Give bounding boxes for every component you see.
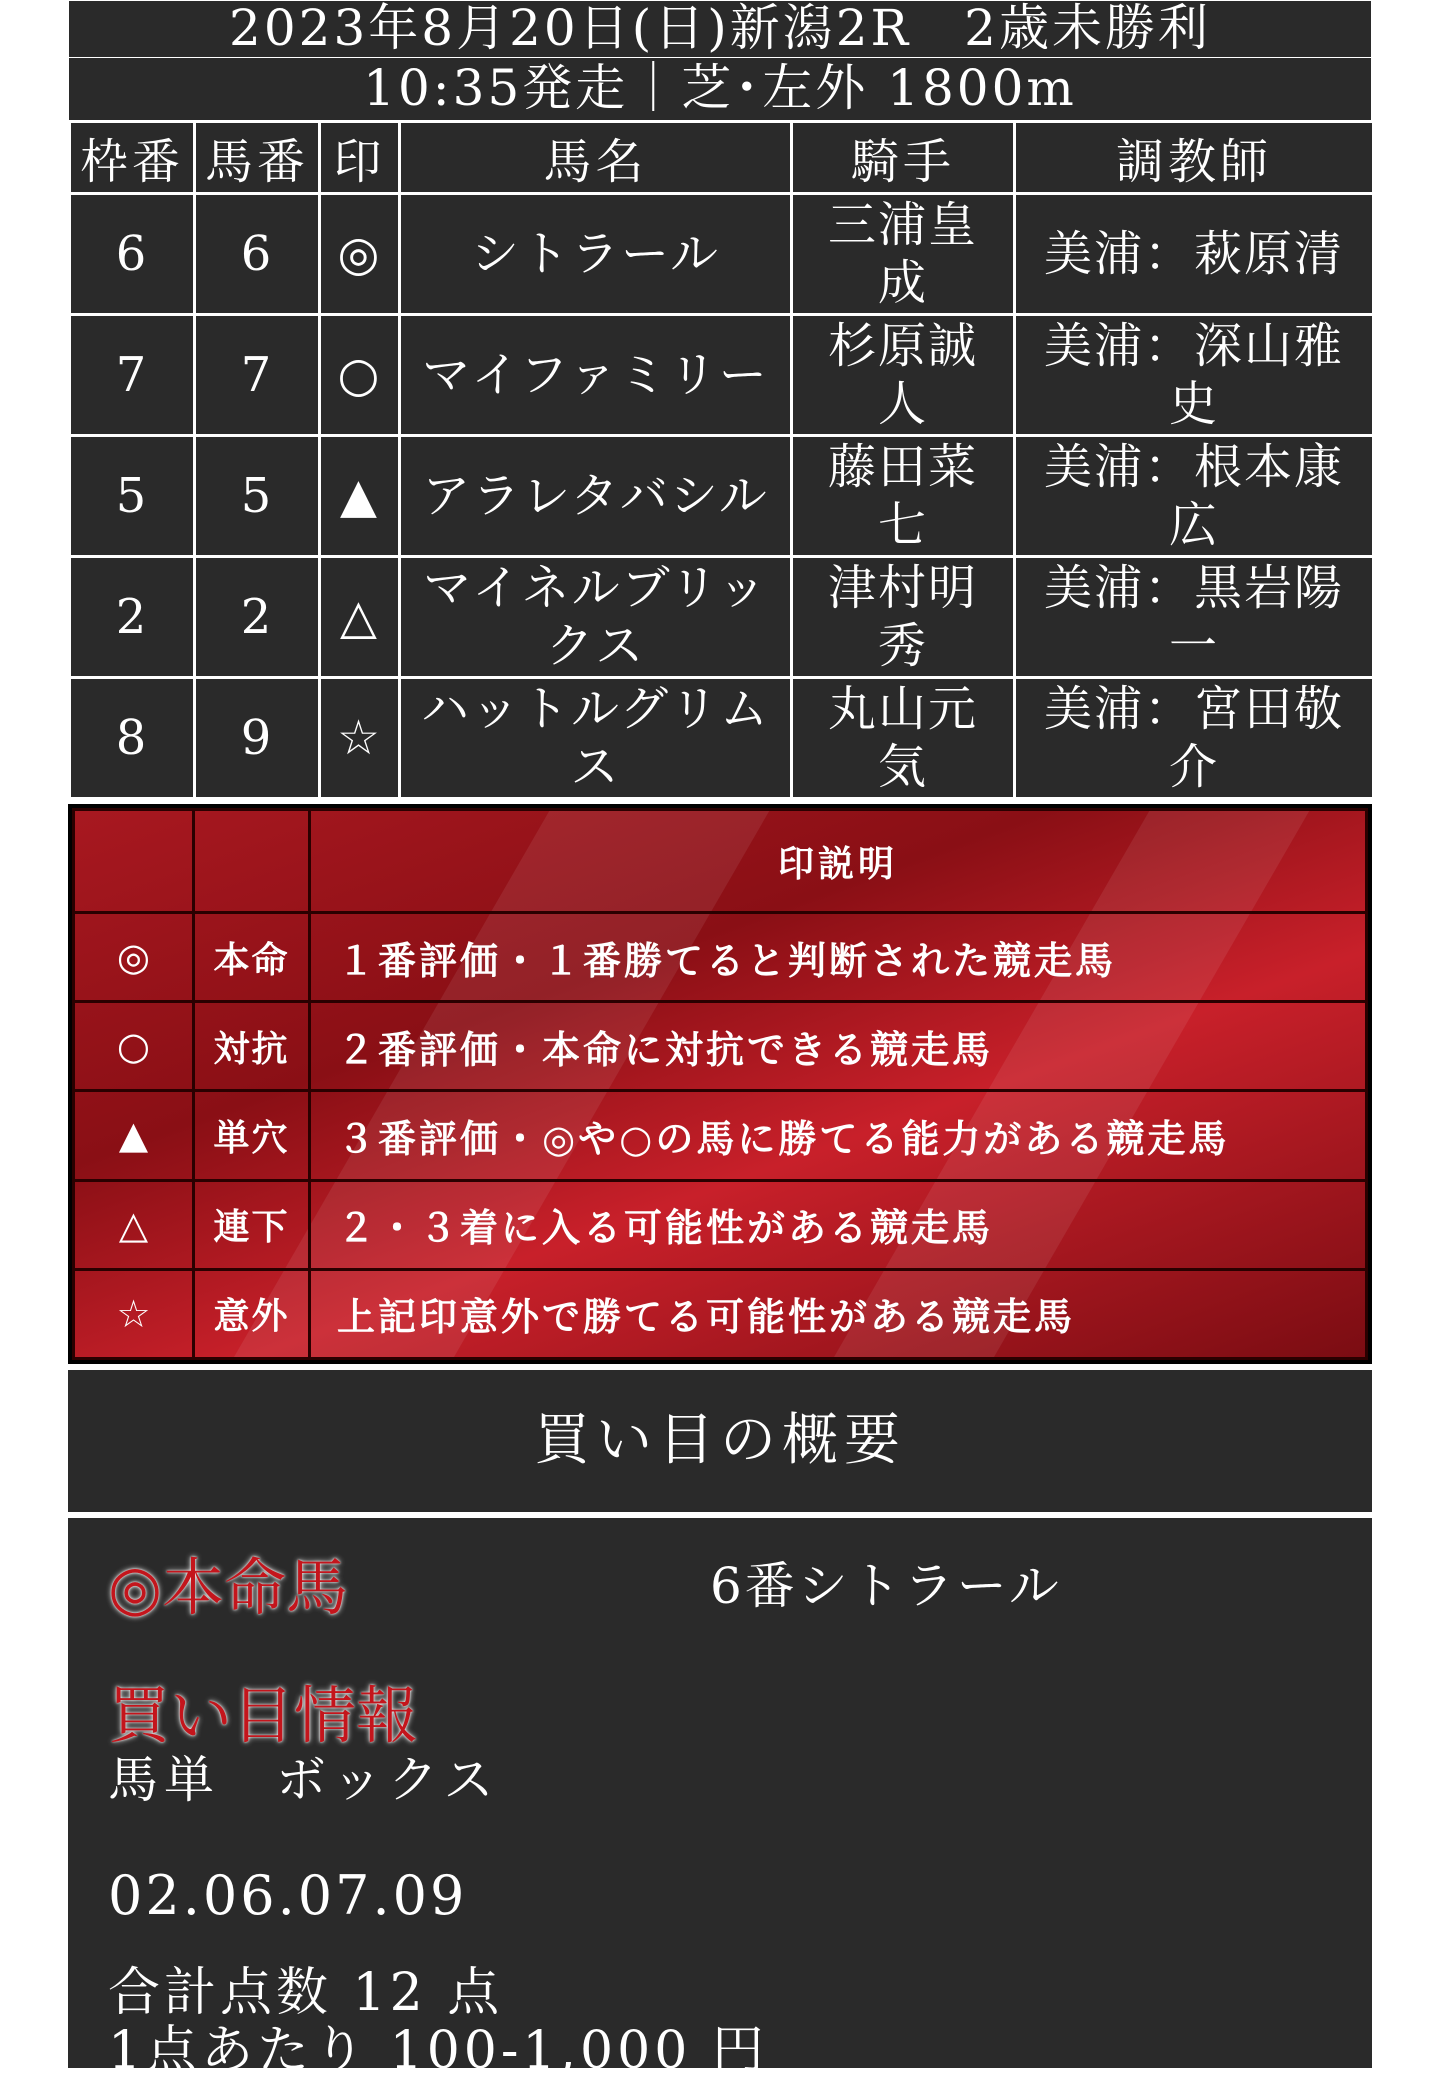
honmei-value: 6番シトラール — [710, 1557, 1062, 1615]
mark: ◎ — [320, 194, 400, 315]
legend-row — [74, 1002, 1367, 1091]
legend-desc: ３番評価・◎や○の馬に勝てる能力がある競走馬 — [310, 1091, 1367, 1180]
legend-mark: ▲ — [74, 1091, 194, 1180]
table-row — [70, 436, 1374, 557]
horse-name: マイネルブリックス — [400, 557, 792, 678]
legend-row — [74, 1180, 1367, 1269]
trainer: 美浦：宮田敬介 — [1015, 678, 1374, 799]
legend-name: 意外 — [194, 1269, 310, 1358]
legend-row — [74, 1269, 1367, 1358]
header-mark: 印 — [320, 122, 400, 194]
horse-name: ハットルグリムス — [400, 678, 792, 799]
legend-name: 連下 — [194, 1180, 310, 1269]
prediction-table — [68, 120, 1375, 800]
waku-number: 6 — [70, 194, 195, 315]
mark: ☆ — [320, 678, 400, 799]
jockey: 藤田菜七 — [792, 436, 1015, 557]
legend-mark: △ — [74, 1180, 194, 1269]
table-row — [70, 557, 1374, 678]
summary-heading: 買い目の概要 — [68, 1370, 1372, 1515]
header-waku: 枠番 — [70, 122, 195, 194]
legend-title: 印説明 — [310, 810, 1367, 913]
trainer: 美浦：根本康広 — [1015, 436, 1374, 557]
legend-desc: 上記印意外で勝てる可能性がある競走馬 — [310, 1269, 1367, 1358]
bet-detail — [68, 1518, 1372, 2081]
horse-number: 5 — [195, 436, 320, 557]
table-row — [70, 194, 1374, 315]
horse-number: 2 — [195, 557, 320, 678]
legend-name: 本命 — [194, 913, 310, 1002]
trainer: 美浦：黒岩陽一 — [1015, 557, 1374, 678]
horse-number: 6 — [195, 194, 320, 315]
race-subtitle: 10:35発走｜芝･左外 1800m — [68, 57, 1372, 121]
mark: ○ — [320, 315, 400, 436]
bet-type: 馬単 ボックス — [108, 1751, 500, 1809]
jockey: 丸山元気 — [792, 678, 1015, 799]
waku-number: 7 — [70, 315, 195, 436]
jockey: 杉原誠人 — [792, 315, 1015, 436]
waku-number: 8 — [70, 678, 195, 799]
bet-numbers: 02.06.07.09 — [108, 1864, 468, 1927]
legend-mark: ☆ — [74, 1269, 194, 1358]
horse-number: 7 — [195, 315, 320, 436]
legend-row — [74, 1091, 1367, 1180]
horse-name: シトラール — [400, 194, 792, 315]
bet-info-label: 買い目情報 — [108, 1679, 419, 1752]
legend-row — [74, 913, 1367, 1002]
mark: △ — [320, 557, 400, 678]
header-uma: 馬番 — [195, 122, 320, 194]
legend-mark: ○ — [74, 1002, 194, 1091]
race-card — [68, 0, 1372, 2081]
header-jockey: 騎手 — [792, 122, 1015, 194]
horse-number: 9 — [195, 678, 320, 799]
mark: ▲ — [320, 436, 400, 557]
header-horse-name: 馬名 — [400, 122, 792, 194]
table-header — [70, 122, 1374, 194]
table-row — [70, 315, 1374, 436]
waku-number: 5 — [70, 436, 195, 557]
race-title: 2023年8月20日(日)新潟2R 2歳未勝利 — [68, 0, 1372, 58]
mark-legend — [68, 804, 1372, 1364]
bet-per-point: 1点あたり 100-1,000 円 — [108, 2021, 768, 2081]
waku-number: 2 — [70, 557, 195, 678]
legend-desc: １番評価・１番勝てると判断された競走馬 — [310, 913, 1367, 1002]
header-trainer: 調教師 — [1015, 122, 1374, 194]
legend-name: 単穴 — [194, 1091, 310, 1180]
legend-desc: ２・３着に入る可能性がある競走馬 — [310, 1180, 1367, 1269]
table-row — [70, 678, 1374, 799]
legend-name: 対抗 — [194, 1002, 310, 1091]
trainer: 美浦：深山雅史 — [1015, 315, 1374, 436]
honmei-label: ◎本命馬 — [108, 1551, 349, 1624]
horse-name: アラレタバシル — [400, 436, 792, 557]
legend-desc: ２番評価・本命に対抗できる競走馬 — [310, 1002, 1367, 1091]
jockey: 三浦皇成 — [792, 194, 1015, 315]
horse-name: マイファミリー — [400, 315, 792, 436]
bet-total: 合計点数 12 点 — [108, 1963, 504, 2023]
legend-mark: ◎ — [74, 913, 194, 1002]
jockey: 津村明秀 — [792, 557, 1015, 678]
trainer: 美浦：萩原清 — [1015, 194, 1374, 315]
